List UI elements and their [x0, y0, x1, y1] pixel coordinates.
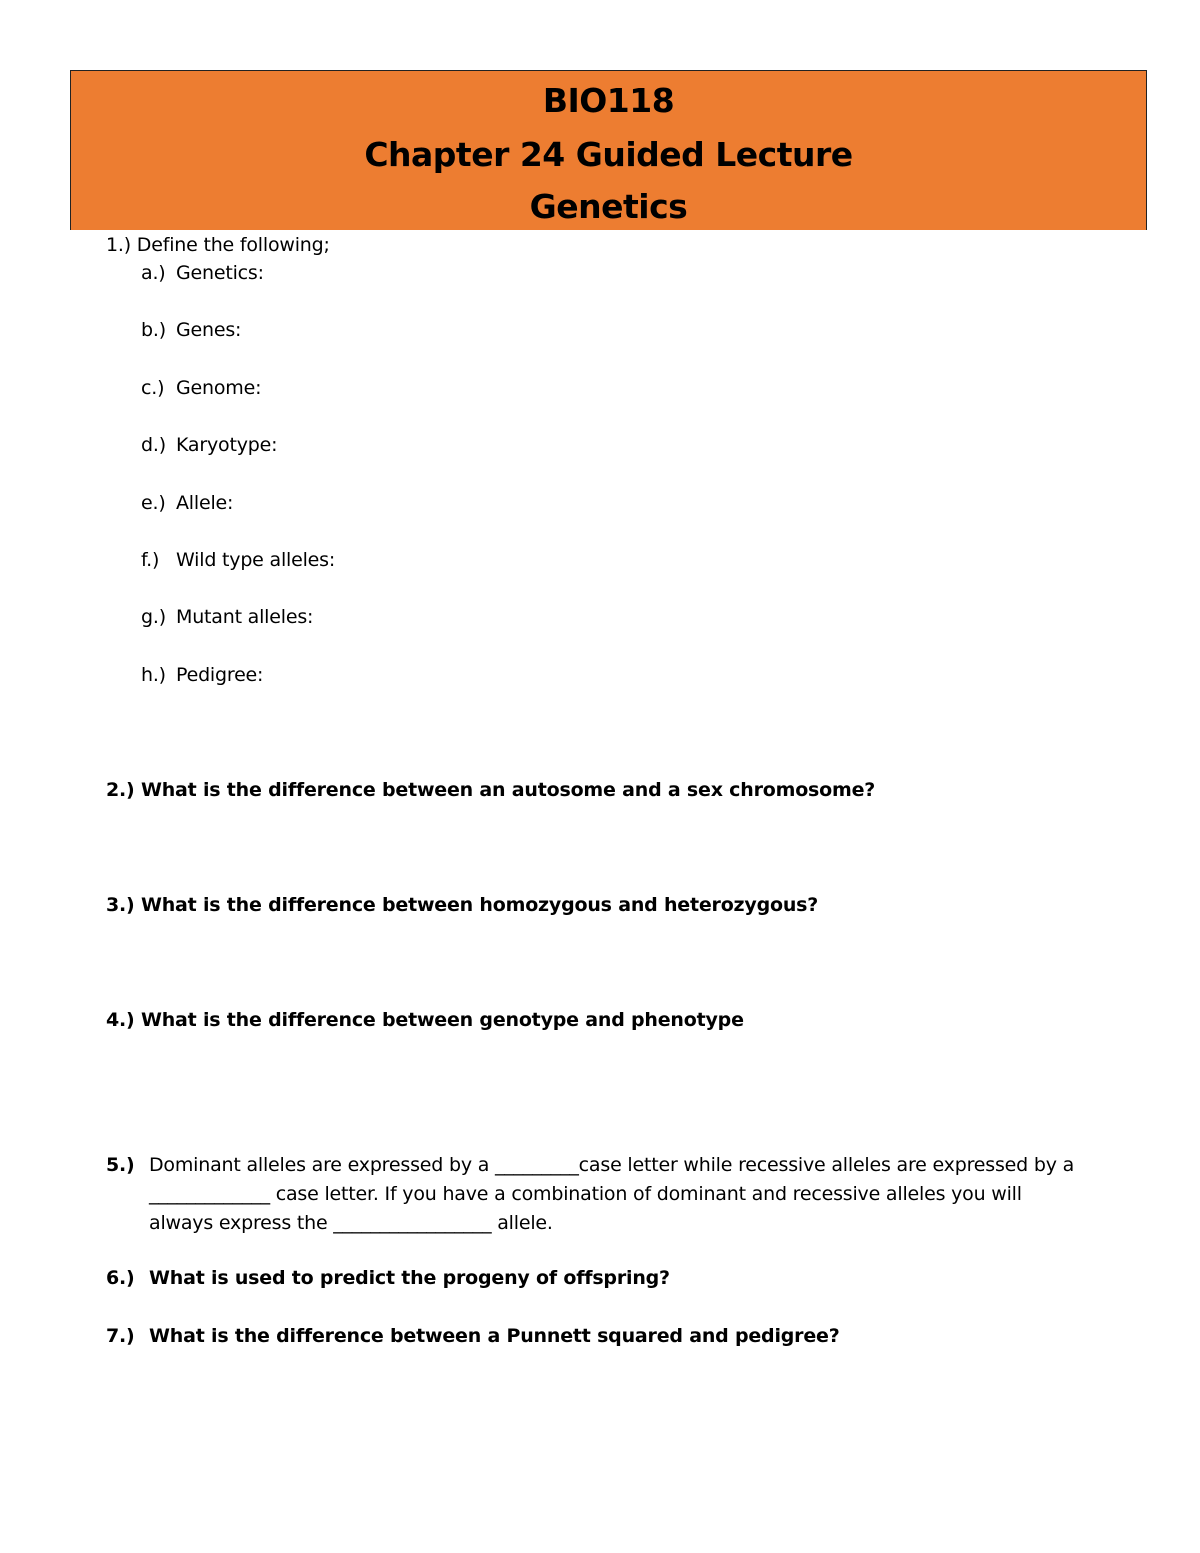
term-pedigree	[141, 664, 263, 686]
term-label: b.)	[141, 319, 166, 341]
term-karyotype	[141, 434, 277, 456]
question-7	[106, 1322, 840, 1350]
term-genes	[141, 319, 241, 341]
lecture-title: Chapter 24 Guided Lecture	[364, 135, 853, 174]
question-5	[149, 1151, 1109, 1238]
question-4	[106, 1006, 744, 1034]
term-text: Genes:	[176, 319, 242, 341]
term-text: Wild type alleles:	[176, 549, 336, 571]
term-label: h.)	[141, 664, 166, 686]
course-code: BIO118	[542, 81, 675, 120]
question-3	[106, 891, 818, 919]
question-text: Define the following;	[136, 234, 330, 256]
question-text: What is the difference between homozygous and heterozygous?	[140, 894, 819, 916]
term-label: c.)	[141, 377, 165, 399]
question-number: 6.)	[106, 1267, 135, 1289]
term-wild-type-alleles	[141, 549, 335, 571]
question-6	[106, 1264, 670, 1292]
question-number: 3.)	[106, 894, 135, 916]
topic-title: Genetics	[529, 187, 688, 226]
question-1	[106, 231, 330, 259]
question-text: What is the difference between a Punnett squared and pedigree?	[149, 1325, 840, 1347]
term-label: e.)	[141, 492, 166, 514]
term-label: g.)	[141, 606, 166, 628]
term-allele	[141, 492, 233, 514]
title-banner	[70, 70, 1147, 230]
question-text: What is the difference between an autosome and a sex chromosome?	[140, 779, 876, 801]
question-5-line-1: Dominant alleles are expressed by a _________case letter while recessive alleles are expressed by a	[149, 1154, 1075, 1176]
term-label: d.)	[141, 434, 166, 456]
question-text: What is used to predict the progeny of offspring?	[149, 1267, 670, 1289]
term-text: Genome:	[176, 377, 262, 399]
question-text: What is the difference between genotype and phenotype	[140, 1009, 744, 1031]
term-text: Genetics:	[176, 262, 264, 284]
term-text: Mutant alleles:	[176, 606, 314, 628]
question-5-line-3: always express the _________________ allele.	[149, 1212, 553, 1234]
term-label: a.)	[141, 262, 166, 284]
question-2	[106, 776, 875, 804]
term-genetics	[141, 262, 264, 284]
question-5-number: 5.)	[106, 1154, 135, 1176]
term-text: Allele:	[176, 492, 234, 514]
question-number: 7.)	[106, 1325, 135, 1347]
term-text: Karyotype:	[176, 434, 278, 456]
term-mutant-alleles	[141, 606, 313, 628]
question-number: 1.)	[106, 234, 131, 256]
question-number: 4.)	[106, 1009, 135, 1031]
question-number: 2.)	[106, 779, 135, 801]
question-5-line-2: _____________ case letter. If you have a combination of dominant and recessive alleles you will	[149, 1183, 1022, 1205]
term-genome	[141, 377, 261, 399]
term-text: Pedigree:	[176, 664, 264, 686]
term-label: f.)	[141, 549, 160, 571]
